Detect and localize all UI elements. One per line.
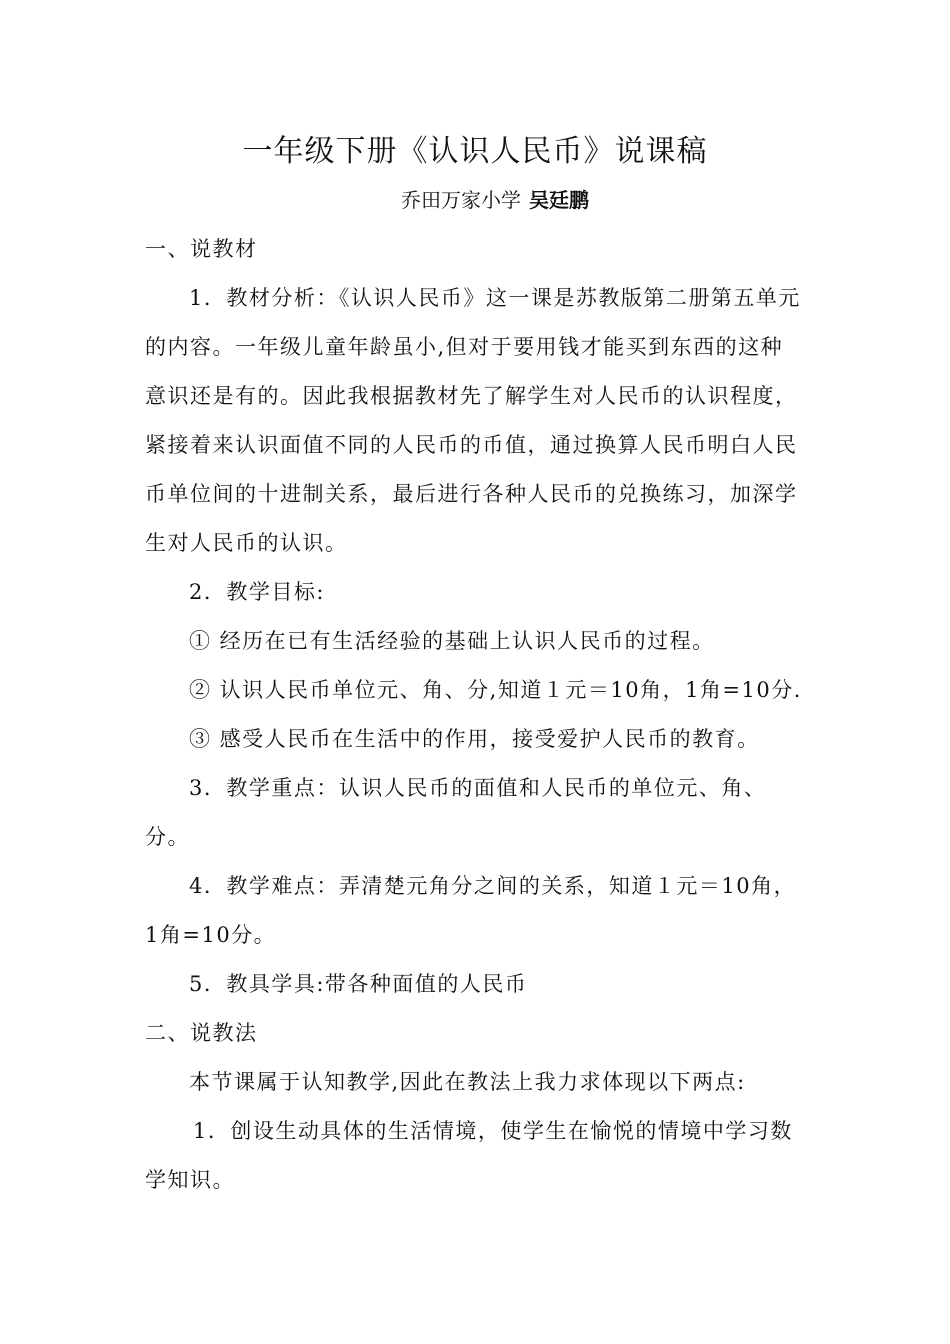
goal-item-3: ③ 感受人民币在生活中的作用，接受爱护人民币的教育。 xyxy=(189,727,760,751)
paragraph-teaching-tools: 5．教具学具:带各种面值的人民币 xyxy=(189,972,528,996)
author-name: 吴廷鹏 xyxy=(529,188,589,212)
paragraph-goals-heading: 2．教学目标: xyxy=(189,580,325,604)
paragraph-method-1: 1．创设生动具体的生活情境，使学生在愉悦的情境中学习数学知识。 xyxy=(145,1119,793,1192)
goal-item-1: ① 经历在已有生活经验的基础上认识人民币的过程。 xyxy=(189,629,715,653)
paragraph-difficulties: 4．教学难点：弄清楚元角分之间的关系，知道１元＝10角，1角=10分。 xyxy=(145,874,797,947)
paragraph-method-intro: 本节课属于认知教学,因此在教法上我力求体现以下两点: xyxy=(189,1070,746,1094)
paragraph-material-analysis: 1．教材分析：《认识人民币》这一课是苏教版第二册第五单元的内容。一年级儿童年龄虽小,但对于要用钱才能买到东西的这种意识还是有的。因此我根据教材先了解学生对人民币的认识程度，紧接着来认识面值不同的人民币的币值，通过换算人民币明白人民币单位间的十进制关系，最后进行各种人民币的兑换练习，加深学生对人民币的认识。 xyxy=(145,286,801,555)
goal-item-2: ② 认识人民币单位元、角、分,知道１元＝10角，1角=10分. xyxy=(189,678,802,702)
paragraph-key-points: 3．教学重点：认识人民币的面值和人民币的单位元、角、分。 xyxy=(145,776,767,849)
author-line xyxy=(0,184,950,216)
document-title: 一年级下册《认识人民币》说课稿 xyxy=(242,134,708,169)
section-heading-teaching-material: 一、说教材 xyxy=(145,237,258,261)
document-body xyxy=(145,225,805,1205)
section-heading-teaching-method: 二、说教法 xyxy=(145,1021,258,1045)
school-name: 乔田万家小学 xyxy=(401,188,521,212)
